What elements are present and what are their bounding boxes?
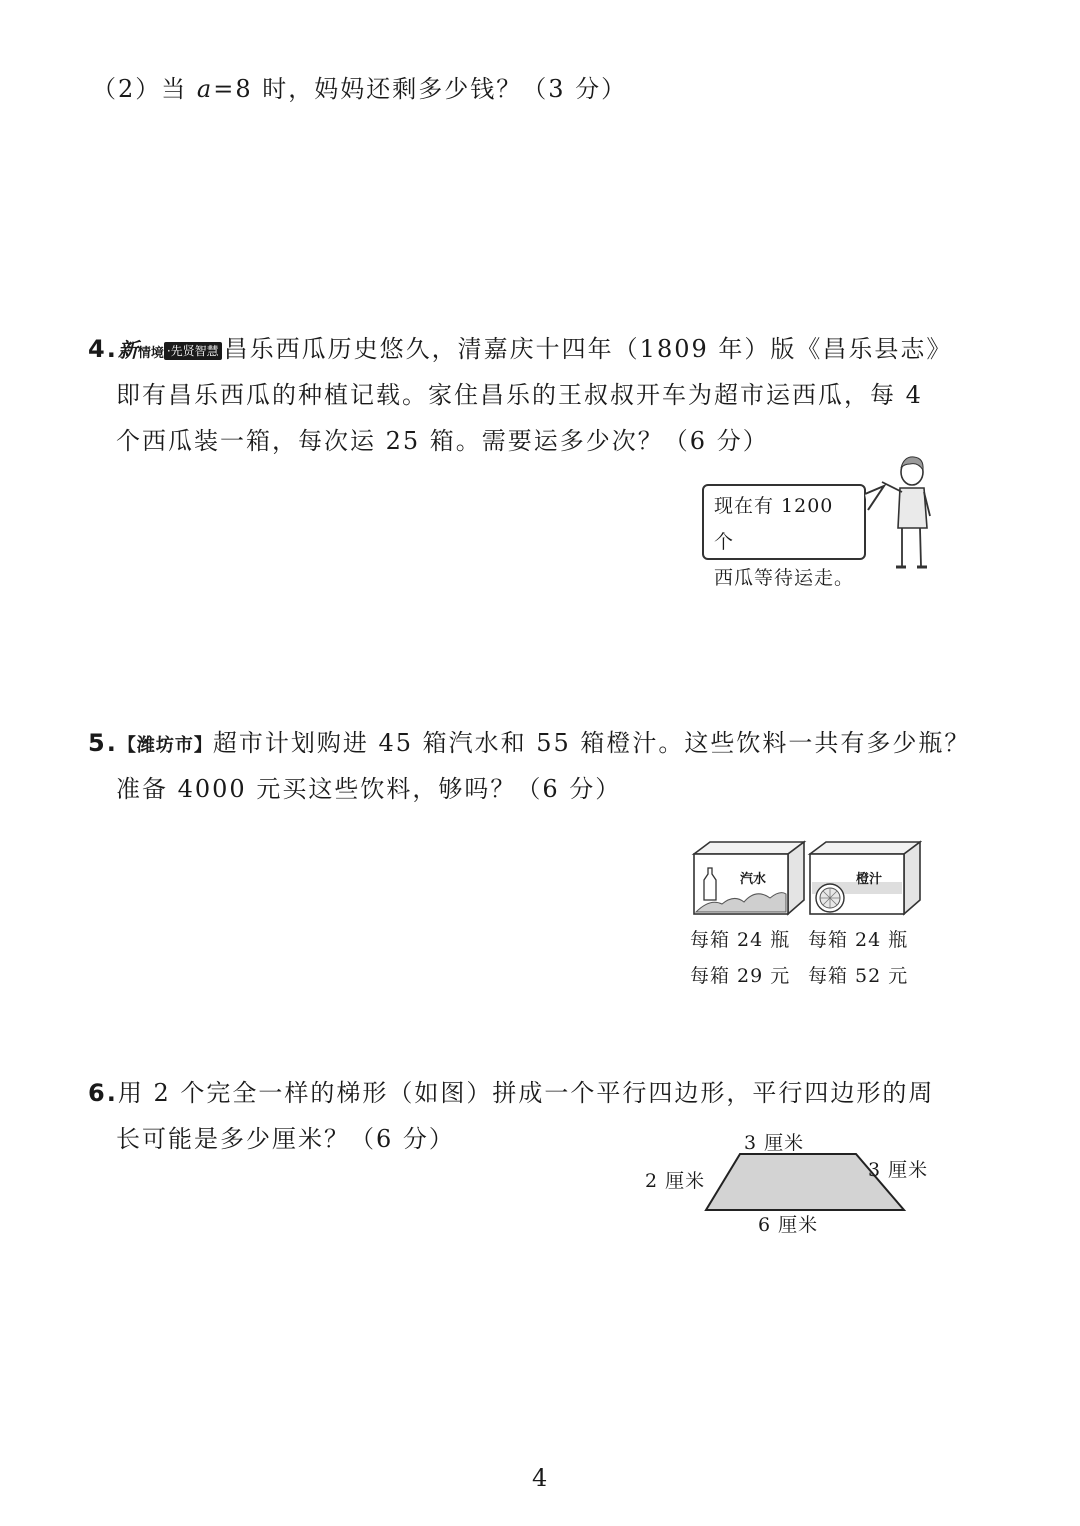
- page-number: 4: [532, 1464, 548, 1492]
- q5-number: 5.: [88, 729, 118, 757]
- q5-line1: [88, 720, 970, 769]
- trapezoid-right-label: 3 厘米: [868, 1159, 929, 1181]
- q4-speech-line2: 西瓜等待运走。: [714, 567, 855, 589]
- q6-line2: 长可能是多少厘米？（6 分）: [116, 1125, 455, 1153]
- q5-text-line1: 超市计划购进 45 箱汽水和 55 箱橙汁。这些饮料一共有多少瓶？: [212, 729, 971, 757]
- trapezoid-left-label: 2 厘米: [645, 1170, 706, 1192]
- q4-speech-line1: 现在有 1200 个: [714, 495, 834, 553]
- trapezoid-bottom-label: 6 厘米: [758, 1214, 819, 1236]
- q5-boxes-illustration: [690, 838, 922, 918]
- q4-line3: 个西瓜装一箱，每次运 25 箱。需要运多少次？（6 分）: [116, 427, 769, 455]
- soda-price: 每箱 29 元: [690, 965, 791, 987]
- trapezoid-top-label: 3 厘米: [744, 1132, 805, 1154]
- q4-text-line1: 昌乐西瓜历史悠久，清嘉庆十四年（1809 年）版《昌乐县志》: [223, 335, 953, 363]
- q4-number: 4.: [88, 335, 118, 363]
- man-shirt: [898, 488, 927, 528]
- q4-line2: 即有昌乐西瓜的种植记载。家住昌乐的王叔叔开车为超市运西瓜，每 4: [116, 381, 923, 409]
- q6-text-line1: 用 2 个完全一样的梯形（如图）拼成一个平行四边形，平行四边形的周: [117, 1079, 935, 1107]
- man-legs: [902, 528, 921, 566]
- juice-qty: 每箱 24 瓶: [808, 929, 909, 951]
- q6-line1: [88, 1070, 934, 1116]
- q4-tag-box: ·先贤智慧: [164, 342, 222, 360]
- q3-part2: [92, 66, 627, 112]
- q3-part2-prefix: （2）当: [92, 75, 197, 103]
- q4-speech-bubble: [702, 484, 866, 589]
- q3-part2-variable: a: [196, 75, 214, 103]
- speech-tail: [865, 486, 884, 510]
- soda-qty: 每箱 24 瓶: [690, 929, 791, 951]
- q6-number: 6.: [88, 1079, 118, 1107]
- q3-part2-suffix: =8 时，妈妈还剩多少钱？（3 分）: [213, 75, 628, 103]
- q5-line2: 准备 4000 元买这些饮料，够吗？（6 分）: [116, 775, 622, 803]
- q5-region-tag: 【潍坊市】: [117, 735, 213, 756]
- man-arm-left: [882, 482, 902, 492]
- soda-box-label: 汽水: [740, 872, 767, 887]
- q4-line1: [88, 326, 952, 377]
- q4-tag-new: 新情境: [117, 338, 164, 362]
- juice-price: 每箱 52 元: [808, 965, 909, 987]
- q4-man-illustration: [858, 450, 948, 575]
- juice-box-label: 橙汁: [856, 872, 883, 887]
